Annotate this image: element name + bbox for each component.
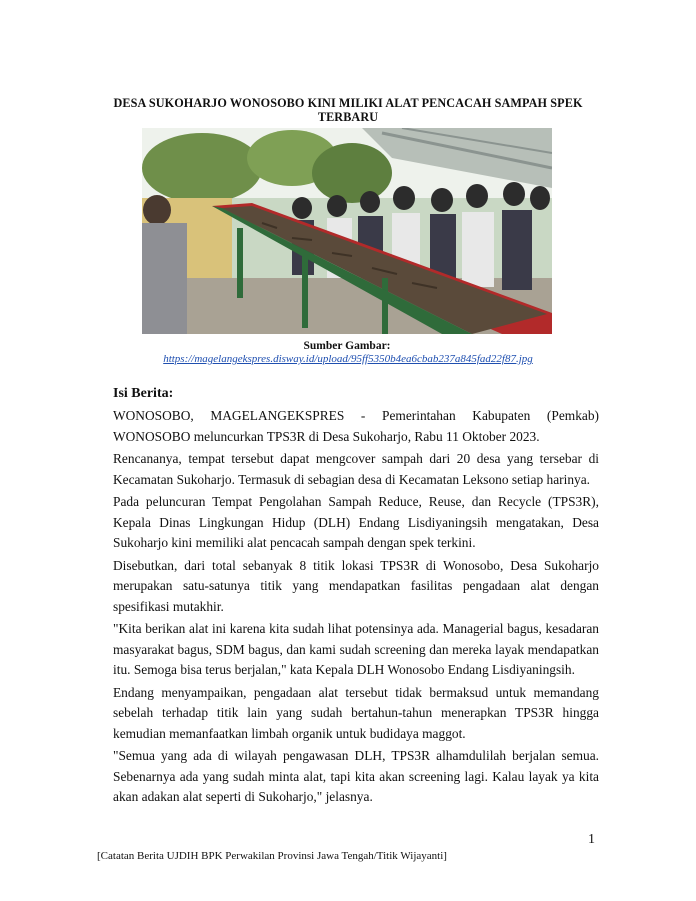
news-photo-illustration	[142, 128, 552, 334]
page-number: 1	[588, 832, 595, 847]
paragraph: "Kita berikan alat ini karena kita sudah lihat potensinya ada. Managerial bagus, kesadaran masyarakat bagus, SDM bagus, dan kami sudah screening dan mereka layak mendapatkan itu. Semoga bisa terus berjalan," kata Kepala DLH Wonosobo Endang Lisdiyaningsih.	[113, 621, 599, 677]
section-label: Isi Berita:	[113, 386, 174, 401]
paragraph: Endang menyampaikan, pengadaan alat tersebut tidak bermaksud untuk memandang sebelah terhadap titik lain yang sudah bertahun-tahun menerapkan TPS3R hingga kemudian memanfaatkan limbah organik untuk budidaya maggot.	[113, 684, 599, 741]
image-source-link[interactable]: https://magelangekspres.disway.id/upload/95ff5350b4ea6cbab237a845fad22f87.jpg	[163, 353, 533, 365]
document-title: DESA SUKOHARJO WONOSOBO KINI MILIKI ALAT PENCACAH SAMPAH SPEK TERBARU	[113, 96, 583, 124]
article-body	[113, 406, 599, 810]
paragraph: Rencananya, tempat tersebut dapat mengcover sampah dari 20 desa yang tersebar di Kecamatan Sukoharjo. Termasuk di sebagian desa di Kecamatan Leksono setiap harinya.	[113, 451, 599, 487]
paragraph: Pada peluncuran Tempat Pengolahan Sampah Reduce, Reuse, dan Recycle (TPS3R), Kepala Dinas Lingkungan Hidup (DLH) Endang Lisdiyaningsih mengatakan, Desa Sukoharjo kini memiliki alat pencacah sampah dengan spek terkini.	[113, 494, 599, 550]
paragraph: Disebutkan, dari total sebanyak 8 titik lokasi TPS3R di Wonosobo, Desa Sukoharjo merupakan satu-satunya titik yang mendapatkan fasilitas pengadaan alat dengan spesifikasi mutakhir.	[113, 557, 599, 614]
paragraph: WONOSOBO, MAGELANGEKSPRES - Pemerintahan Kabupaten (Pemkab) WONOSOBO meluncurkan TPS3R di Desa Sukoharjo, Rabu 11 Oktober 2023.	[113, 408, 599, 444]
news-photo	[142, 128, 552, 334]
image-source-label: Sumber Gambar:	[303, 340, 391, 352]
paragraph: "Semua yang ada di wilayah pengawasan DLH, TPS3R alhamdulilah berjalan semua. Sebenarnya ada yang sudah minta alat, tapi kita akan screening lagi. Kalau layak ya kita akan adakan alat seperti di Sukoharjo," jelasnya.	[113, 748, 599, 804]
footer-note: [Catatan Berita UJDIH BPK Perwakilan Provinsi Jawa Tengah/Titik Wijayanti]	[97, 850, 447, 862]
